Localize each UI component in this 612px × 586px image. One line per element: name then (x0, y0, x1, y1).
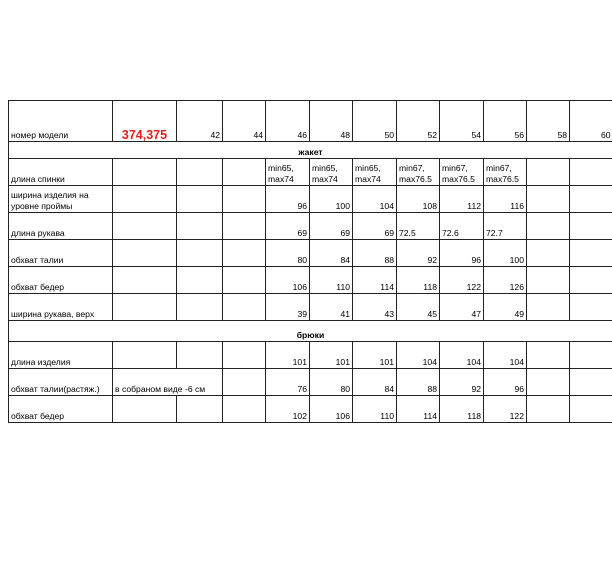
table-cell (113, 213, 177, 240)
table-cell (570, 186, 612, 213)
table-row (9, 267, 612, 294)
table-cell: 41 (310, 294, 353, 321)
table-cell (570, 342, 612, 369)
table-cell: 100 (310, 186, 353, 213)
model-number-label: номер модели (9, 101, 113, 142)
table-cell: 106 (266, 267, 310, 294)
table-cell: 72.7 (484, 213, 527, 240)
table-cell (113, 396, 177, 423)
table-cell (527, 240, 570, 267)
size-header: 58 (527, 101, 570, 142)
table-cell: 80 (310, 369, 353, 396)
size-header: 46 (266, 101, 310, 142)
table-cell: 49 (484, 294, 527, 321)
row-label: длина рукава (9, 213, 113, 240)
size-header: 56 (484, 101, 527, 142)
table-cell: min67, max76.5 (440, 159, 484, 186)
table-cell (113, 342, 177, 369)
model-header-row (9, 101, 612, 142)
table-row (9, 342, 612, 369)
row-label: длина изделия (9, 342, 113, 369)
size-header: 44 (223, 101, 266, 142)
table-cell (177, 159, 223, 186)
table-cell (113, 159, 177, 186)
table-cell (570, 369, 612, 396)
table-cell (570, 294, 612, 321)
size-header: 52 (397, 101, 440, 142)
size-header: 60 (570, 101, 612, 142)
table-cell: 84 (353, 369, 397, 396)
table-cell: min67, max76.5 (397, 159, 440, 186)
table-cell (113, 294, 177, 321)
table-cell (570, 396, 612, 423)
table-cell: 80 (266, 240, 310, 267)
table-cell (223, 213, 266, 240)
table-cell: 104 (397, 342, 440, 369)
table-cell: 101 (310, 342, 353, 369)
table-cell (113, 267, 177, 294)
table-cell: 84 (310, 240, 353, 267)
table-cell: 92 (397, 240, 440, 267)
table-cell: 104 (440, 342, 484, 369)
table-cell (223, 396, 266, 423)
table-row (9, 369, 612, 396)
table-cell: 114 (353, 267, 397, 294)
table-row (9, 213, 612, 240)
table-cell (570, 159, 612, 186)
size-header: 42 (177, 101, 223, 142)
table-cell: 72.6 (440, 213, 484, 240)
table-cell: 72.5 (397, 213, 440, 240)
row-label: ширина рукава, верх (9, 294, 113, 321)
table-cell: 122 (484, 396, 527, 423)
table-cell: 101 (266, 342, 310, 369)
table-cell: 118 (397, 267, 440, 294)
table-cell (223, 159, 266, 186)
table-cell: 39 (266, 294, 310, 321)
section-row-pants (9, 321, 612, 342)
table-cell (177, 240, 223, 267)
table-cell: 100 (484, 240, 527, 267)
table-cell: 110 (353, 396, 397, 423)
table-cell: 69 (353, 213, 397, 240)
table-cell (177, 186, 223, 213)
table-cell: 104 (484, 342, 527, 369)
model-number-value: 374,375 (113, 101, 177, 142)
table-row (9, 396, 612, 423)
table-cell (177, 294, 223, 321)
table-cell (527, 213, 570, 240)
table-cell: 47 (440, 294, 484, 321)
table-cell: 96 (440, 240, 484, 267)
section-title-pants: брюки (9, 321, 612, 342)
table-cell (177, 267, 223, 294)
table-row (9, 240, 612, 267)
table-cell: min65, max74 (353, 159, 397, 186)
section-row-jacket (9, 142, 612, 159)
table-cell (223, 294, 266, 321)
table-cell (177, 342, 223, 369)
table-cell: 96 (484, 369, 527, 396)
row-label: обхват бедер (9, 267, 113, 294)
table-row (9, 294, 612, 321)
table-cell (223, 267, 266, 294)
table-row (9, 186, 612, 213)
table-cell (177, 396, 223, 423)
table-cell (223, 186, 266, 213)
table-cell: min67, max76.5 (484, 159, 527, 186)
table-cell (113, 240, 177, 267)
table-cell: 43 (353, 294, 397, 321)
table-cell (527, 396, 570, 423)
table-row (9, 159, 612, 186)
size-header: 50 (353, 101, 397, 142)
table-cell: 110 (310, 267, 353, 294)
row-label: обхват бедер (9, 396, 113, 423)
size-chart-table (8, 100, 612, 423)
table-cell: 112 (440, 186, 484, 213)
table-cell: 108 (397, 186, 440, 213)
table-cell: 114 (397, 396, 440, 423)
table-cell: 118 (440, 396, 484, 423)
size-header: 54 (440, 101, 484, 142)
row-label: ширина изделия на уровне проймы (9, 186, 113, 213)
table-cell (527, 159, 570, 186)
table-cell (223, 342, 266, 369)
table-cell: 126 (484, 267, 527, 294)
table-cell (570, 240, 612, 267)
table-cell (527, 369, 570, 396)
table-cell (527, 267, 570, 294)
row-label: длина спинки (9, 159, 113, 186)
table-cell: 92 (440, 369, 484, 396)
table-cell: 69 (266, 213, 310, 240)
table-cell: 102 (266, 396, 310, 423)
table-cell: min65, max74 (310, 159, 353, 186)
table-cell (527, 342, 570, 369)
table-cell: 104 (353, 186, 397, 213)
table-cell (223, 369, 266, 396)
table-cell: 106 (310, 396, 353, 423)
table-cell: min65, max74 (266, 159, 310, 186)
table-cell: 45 (397, 294, 440, 321)
table-cell: 76 (266, 369, 310, 396)
size-chart-sheet (8, 100, 612, 423)
table-cell: 122 (440, 267, 484, 294)
row-note: в собраном виде -6 см (113, 369, 223, 396)
table-cell (177, 213, 223, 240)
table-cell (570, 267, 612, 294)
section-title-jacket: жакет (9, 142, 612, 159)
table-cell: 69 (310, 213, 353, 240)
table-cell: 88 (353, 240, 397, 267)
table-cell (113, 186, 177, 213)
row-label: обхват талии (9, 240, 113, 267)
row-label: обхват талии(растяж.) (9, 369, 113, 396)
size-header: 48 (310, 101, 353, 142)
table-cell: 116 (484, 186, 527, 213)
table-cell (527, 186, 570, 213)
table-cell (570, 213, 612, 240)
table-cell (527, 294, 570, 321)
table-cell (223, 240, 266, 267)
table-cell: 88 (397, 369, 440, 396)
table-cell: 96 (266, 186, 310, 213)
table-cell: 101 (353, 342, 397, 369)
